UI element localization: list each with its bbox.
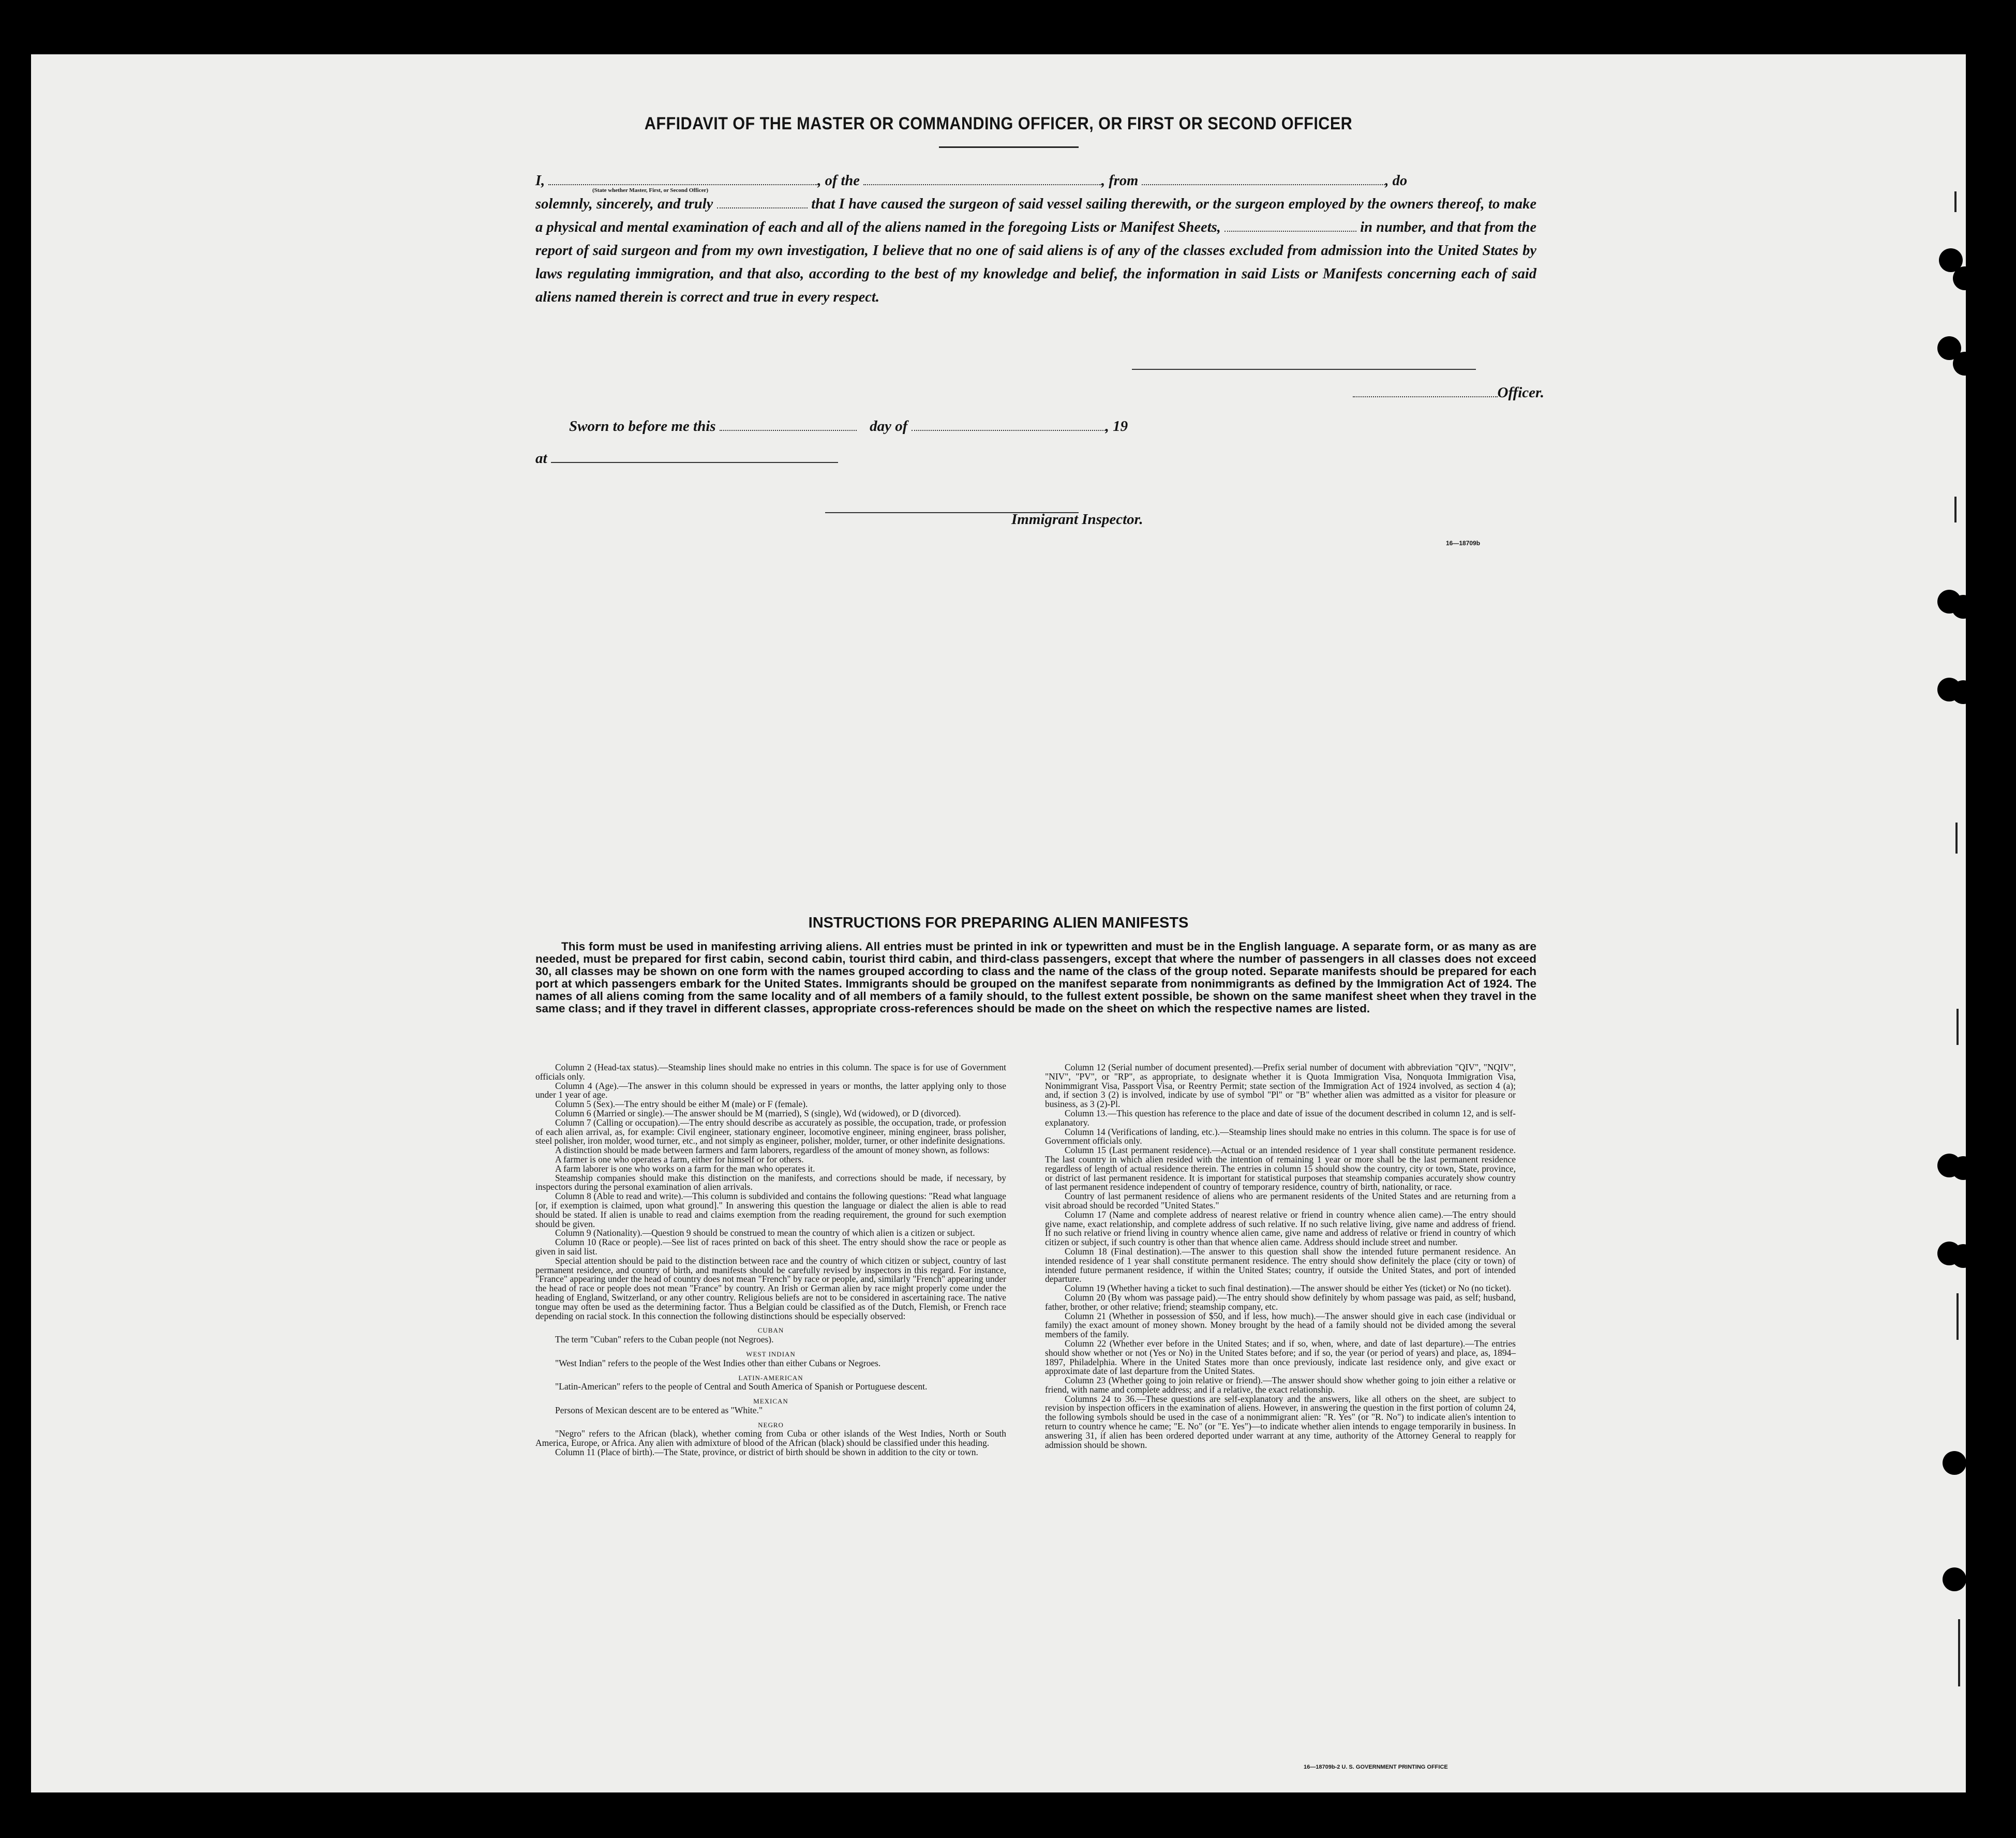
binder-hole	[1951, 1156, 1975, 1180]
sworn-row	[569, 418, 1128, 435]
instruction-paragraph: Column 5 (Sex).—The entry should be either M (male) or F (female).	[555, 1099, 808, 1110]
affidavit-title: AFFIDAVIT OF THE MASTER OR COMMANDING OFFICER, OR FIRST OR SECOND OFFICER	[644, 114, 1353, 133]
instruction-paragraph: Column 4 (Age).—The answer in this column should be expressed in years or months, the latter applying only to those under 1 year of age.	[535, 1080, 1006, 1100]
instruction-paragraph: Special attention should be paid to the distinction between race and the country of which citizen or subject, country of last permanent residence, and country of birth, and manifests should be carefully revised by inspectors in this regard. For instance, "France" appearing under the head of country does not mean "French" by race or people, and, similarly "French" appearing under the head of race or people does not mean "France" by country. An Irish or German alien by race might properly come under the heading of England, Switzerland, or any other country. Religious beliefs are not to be considered in ascertaining race. The native tongue may often be used as the determining factor. Thus a Belgian could be classified as of the Dutch, Flemish, or French race depending on racial stock. In this connection the following distinctions should be especially observed:	[535, 1255, 1006, 1321]
scan-mark	[1955, 823, 1958, 854]
affidavit-form-number: 16—18709b	[1446, 540, 1481, 547]
instruction-paragraph: Column 14 (Verifications of landing, etc.).—Steamship lines should make no entries in this column. The space is for use of Government officials only.	[1045, 1126, 1516, 1146]
officer-label: Officer.	[1497, 384, 1544, 401]
affidavit-statement-cont: in number, and that from the report of said surgeon and from my own investigation, I believe that no one of said aliens is of any of the classes excluded from admission into the United States by laws regulating immigration, and that also, according to the best of my knowledge and belief, the information in said Lists or Manifests concerning each of said aliens named therein is correct and true in every respect.	[535, 219, 1537, 305]
heading-west-indian: WEST INDIAN	[746, 1350, 796, 1358]
affidavit-of-the: , of the	[817, 173, 860, 189]
officer-rank-field[interactable]	[548, 174, 817, 185]
affidavit-statement: that I have caused the surgeon of said vessel sailing therewith, or the surgeon employed by the owners thereof, to make a physical and mental examination of each and all of the aliens named in the foregoing Lists or Manifest Sheets,	[535, 196, 1536, 235]
binder-hole	[1943, 1567, 1966, 1591]
sworn-month-field[interactable]	[912, 420, 1106, 431]
heading-latin-american: LATIN-AMERICAN	[738, 1373, 803, 1382]
scan-mark	[1958, 1619, 1960, 1686]
instructions-left-column	[535, 1063, 1006, 1457]
instruction-paragraph: Column 17 (Name and complete address of nearest relative or friend in country whence alien came).—The entry should give name, exact relationship, and complete address of such relative. If no such relative living, give name and address of friend. If no such relative or friend living in country whence alien came, give name and address of relative or friend in country of which citizen or subject, if such country is other than that whence alien came. Address should include street and number.	[1045, 1209, 1516, 1248]
negro-text: "Negro" refers to the African (black), whether coming from Cuba or other islands of the West Indies, North or South America, Europe, or Africa. Any alien with admixture of blood of the African (black) should be classified under this heading.	[535, 1428, 1006, 1448]
instruction-paragraph: Column 15 (Last permanent residence).—Actual or an intended residence of 1 year shall constitute permanent residence. The last country in which alien resided with the intention of remaining 1 year or more shall be the last permanent residence regardless of length of actual residence therein. The entries in column 15 should show the country, city or town, State, province, or district of last permanent residence. It is important for statistical purposes that steamship companies accurately show country of last permanent residence independent of country of temporary residence, country of birth, nationality, or race.	[1045, 1145, 1516, 1192]
master-signature-line[interactable]	[1132, 369, 1476, 370]
instruction-paragraph: Column 7 (Calling or occupation).—The entry should describe as accurately as possible, the occupation, trade, or profession of each alien arrival, as, for example: Civil engineer, stationary engineer, locomotive engineer, mining engineer, brass polisher, steel polisher, iron molder, wood turner, etc., and not simply as engineer, polisher, molder, turner, or other indefinite designations.	[535, 1117, 1006, 1146]
instructions-right-column	[1045, 1063, 1516, 1450]
printing-office-footer: 16—18709b-2 U. S. GOVERNMENT PRINTING OFFICE	[1304, 1764, 1448, 1770]
mexican-text: Persons of Mexican descent are to be entered as "White."	[555, 1404, 763, 1415]
instruction-paragraph: Columns 24 to 36.—These questions are self-explanatory and the answers, like all others on the sheet, are subject to revision by inspection officers in the examination of aliens. However, in answering the question in the first portion of column 24, the following symbols should be used in the case of a nonimmigrant alien: "R. Yes" (or "R. No") to indicate alien's intention to return to country whence he came; "E. No" (or "E. Yes")—to indicate whether alien intends to engage temporarily in business. In answering 31, if alien has been ordered deported under warrant at any time, authority of the Attorney General to reapply for admission should be shown.	[1045, 1393, 1516, 1450]
heading-negro: NEGRO	[758, 1421, 784, 1429]
binder-hole	[1943, 1451, 1966, 1475]
blank-caption: (State whether Master, First, or Second Officer)	[592, 187, 709, 193]
instruction-paragraph: Column 21 (Whether in possession of $50, and if less, how much).—The answer should give in each case (individual or family) the exact amount of money shown. Money brought by the head of a family should not be divided among the several members of the family.	[1045, 1310, 1516, 1340]
instructions-intro: This form must be used in manifesting arriving aliens. All entries must be printed in ink or typewritten and must be in the English language. A separate form, or as many as are needed, must be prepared for first cabin, second cabin, tourist third cabin, and third-class passengers, except that where the number of passengers in all classes does not exceed 30, all classes may be shown on one form with the names grouped according to class and the name of the class of the group noted. Separate manifests should be prepared for each port at which passengers embark for the United States. Immigrants should be grouped on the manifest separate from nonimmigrants as defined by the Immigration Act of 1924. The names of all aliens coming from the same locality and of all members of a family should, to the fullest extent possible, be shown on the same manifest sheet when they travel in the same class; and if they travel in different classes, appropriate cross-references should be made on the sheet on which the respective names are listed.	[535, 940, 1536, 1015]
at-place-field[interactable]	[551, 452, 838, 463]
at-label: at	[535, 450, 547, 467]
instruction-paragraph: Column 2 (Head-tax status).—Steamship lines should make no entries in this column. The space is for use of Government officials only.	[535, 1062, 1006, 1082]
inspector-label: Immigrant Inspector.	[1011, 511, 1143, 528]
scan-mark	[1957, 1009, 1959, 1045]
instruction-paragraph: Steamship companies should make this distinction on the manifests, and corrections should be made, if necessary, by inspectors during the personal examination of alien arrivals.	[535, 1172, 1006, 1192]
instruction-paragraph: A farm laborer is one who works on a farm for the man who operates it.	[555, 1163, 815, 1174]
heading-mexican: MEXICAN	[753, 1397, 788, 1406]
instruction-paragraph: Country of last permanent residence of aliens who are permanent residents of the United States and are returning from a visit abroad should be recorded "United States."	[1045, 1191, 1516, 1211]
sheet-count-field[interactable]	[1224, 220, 1356, 232]
instruction-paragraph: Column 10 (Race or people).—See list of races printed on back of this sheet. The entry should show the race or people as given in said list.	[535, 1237, 1006, 1257]
instruction-paragraph: Column 12 (Serial number of document presented).—Prefix serial number of document with abbreviation "QIV", "NQIV", "NIV", "PV", or "RP", as appropriate, to designate whether it is Quota Immigration Visa, Nonquota Immigration Visa, Nonimmigrant Visa, Passport Visa, or Reentry Permit; state section of the Immigration Act of 1924 involved, as section 4 (a); and, if section 3 (2) is involved, indicate by use of symbol "Pl" or "B" whether alien was admitted as a visitor for pleasure or business, as 3 (2)-Pl.	[1045, 1062, 1516, 1110]
instruction-paragraph: A distinction should be made between farmers and farm laborers, regardless of the amount of money shown, as follows:	[555, 1145, 990, 1156]
instruction-paragraph: Column 9 (Nationality).—Question 9 should be construed to mean the country of which alien is a citizen or subject.	[555, 1228, 975, 1238]
year-prefix: , 19	[1105, 418, 1128, 435]
binder-hole	[1953, 352, 1977, 376]
scan-mark	[1957, 1293, 1959, 1340]
instruction-paragraph: Column 6 (Married or single).—The answer should be M (married), S (single), Wd (widowed), or D (divorced).	[555, 1108, 961, 1118]
title-underline	[939, 146, 1079, 148]
oath-type-field[interactable]	[717, 197, 808, 208]
vessel-name-field[interactable]	[863, 174, 1101, 185]
binder-hole	[1951, 595, 1975, 619]
binder-hole	[1953, 266, 1977, 290]
instruction-paragraph: Column 23 (Whether going to join relative or friend).—The answer should show whether going to join either a relative or friend, with name and complete address; and if a relative, the exact relationship.	[1045, 1375, 1516, 1395]
instruction-paragraph: Column 8 (Able to read and write).—This column is subdivided and contains the following questions: "Read what language [or, if exemption is claimed, upon what ground]." In answering this question the language or dialect the alien is able to read should be stated. If alien is unable to read and claims exemption from the reading requirement, the ground for such exemption should be given.	[535, 1191, 1006, 1229]
instruction-paragraph: Column 13.—This question has reference to the place and date of issue of the document described in column 12, and is self-explanatory.	[1045, 1108, 1516, 1128]
instruction-paragraph: Column 22 (Whether ever before in the United States; and if so, when, where, and date of last departure).—The entries should show whether or not (Yes or No) in the United States before; and if so, the year (or period of years) and place, as, 1894–1897, Philadelphia. Where in the United States more than once previously, indicate last residence only, and give exact or approximate date of last departure from the United States.	[1045, 1338, 1516, 1377]
officer-block	[1301, 384, 1544, 401]
affidavit-do: , do	[1385, 173, 1408, 189]
binder-hole	[1951, 680, 1975, 704]
instruction-paragraph: A farmer is one who operates a farm, either for himself or for others.	[555, 1154, 804, 1164]
scan-mark	[1954, 191, 1957, 212]
sworn-label: Sworn to before me this	[569, 418, 716, 435]
latin-american-text: "Latin-American" refers to the people of Central and South America of Spanish or Portuguese descent.	[555, 1381, 928, 1392]
officer-signature-field[interactable]	[1353, 386, 1498, 397]
at-row	[535, 450, 838, 467]
affidavit-from: , from	[1101, 173, 1139, 189]
sworn-day-field[interactable]	[720, 420, 857, 431]
affidavit-solemnly: solemnly, sincerely, and truly	[535, 196, 713, 212]
instruction-paragraph: Column 18 (Final destination).—The answer to this question shall show the intended future permanent residence. An intended residence of 1 year shall constitute permanent residence. The entry should show definitely the place (city or town) of intended future permanent residence, if within the United States; country, if outside the United States, and port of intended departure.	[1045, 1246, 1516, 1284]
affidavit-i: I,	[535, 173, 545, 189]
port-from-field[interactable]	[1142, 174, 1385, 185]
west-indian-text: "West Indian" refers to the people of the West Indies other than either Cubans or Negroes.	[555, 1357, 881, 1368]
binder-hole	[1951, 1244, 1975, 1268]
instruction-paragraph: Column 19 (Whether having a ticket to such final destination).—The answer should be either Yes (ticket) or No (no ticket).	[1065, 1283, 1512, 1294]
scan-mark	[1954, 497, 1957, 522]
instructions-title: INSTRUCTIONS FOR PREPARING ALIEN MANIFESTS	[808, 915, 1189, 931]
column-11-text: Column 11 (Place of birth).—The State, province, or district of birth should be shown in addition to the city or town.	[555, 1447, 978, 1458]
cuban-text: The term "Cuban" refers to the Cuban people (not Negroes).	[555, 1334, 774, 1345]
day-of-label: day of	[870, 418, 908, 435]
instruction-paragraph: Column 20 (By whom was passage paid).—The entry should show definitely by whom passage was paid, as self; husband, father, brother, or other relative; friend; steamship company, etc.	[1045, 1292, 1516, 1312]
document-sheet	[31, 54, 1966, 1792]
heading-cuban: CUBAN	[757, 1326, 784, 1335]
